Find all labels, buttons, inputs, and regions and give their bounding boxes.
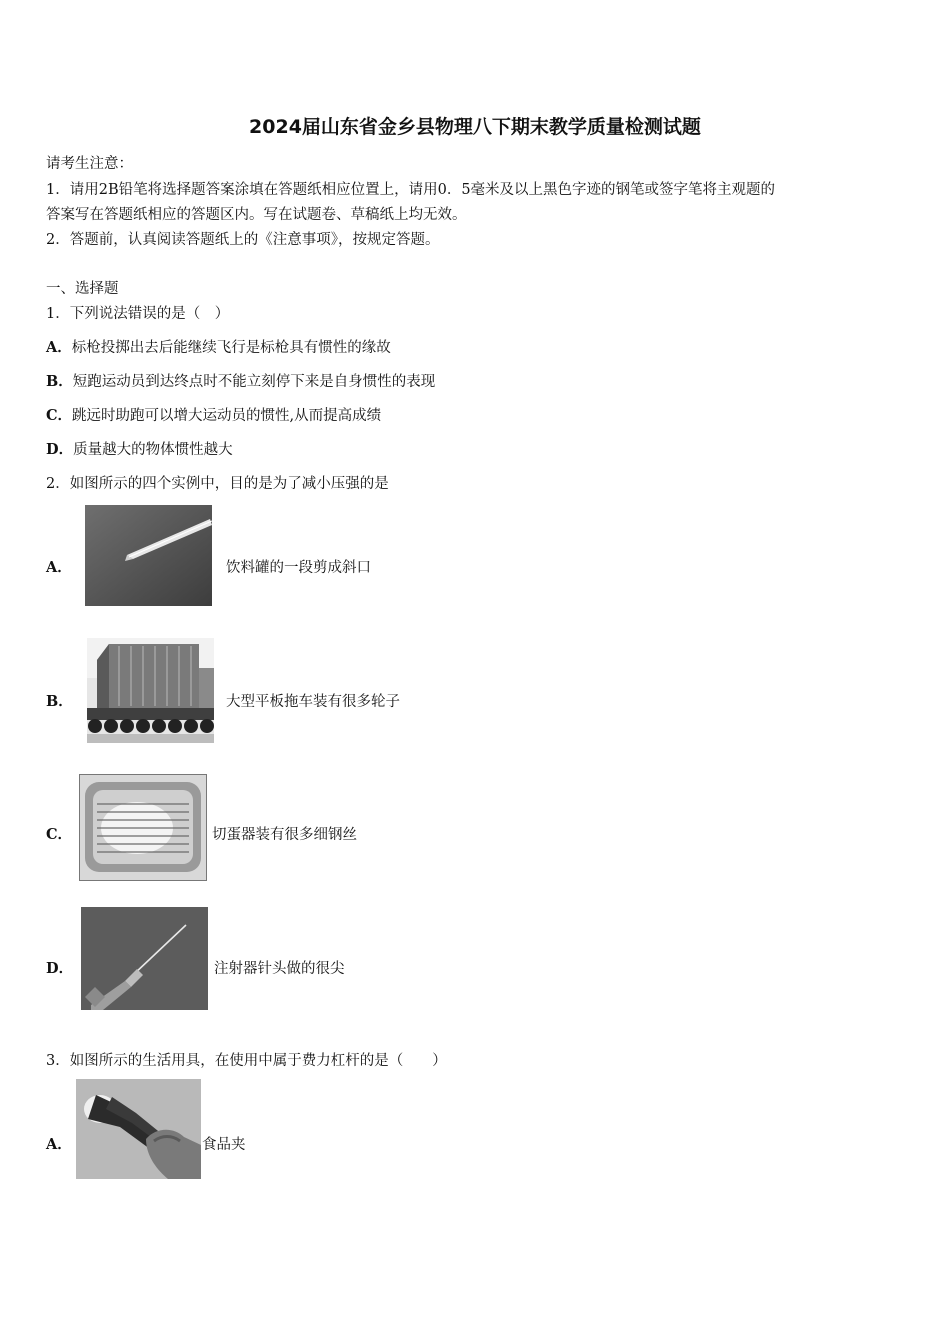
notice-heading: 请考生注意： xyxy=(46,156,133,172)
option-text: 质量越大的物体惯性越大 xyxy=(73,442,233,458)
q1-option-c xyxy=(46,404,381,425)
syringe-photo xyxy=(81,907,208,1010)
q2-option-d-label: D． xyxy=(46,960,74,977)
q2-stem: 2．如图所示的四个实例中，目的是为了减小压强的是 xyxy=(46,476,389,492)
egg-slicer-photo xyxy=(79,774,207,881)
q2-option-b-label: B． xyxy=(46,693,73,710)
straw-photo xyxy=(85,505,212,606)
option-label: A． xyxy=(46,339,72,356)
notice-line-2: 2．答题前，认真阅读答题纸上的《注意事项》，按规定答题。 xyxy=(46,232,440,248)
q1-option-d xyxy=(46,438,233,459)
option-label: B． xyxy=(46,373,73,390)
q1-stem: 1．下列说法错误的是（ ） xyxy=(46,306,230,322)
q2-option-d-text: 注射器针头做的很尖 xyxy=(214,961,345,977)
option-text: 标枪投掷出去后能继续飞行是标枪具有惯性的缘故 xyxy=(71,340,391,356)
q2-option-a-text: 饮料罐的一段剪成斜口 xyxy=(226,560,371,576)
q3-stem: 3．如图所示的生活用具，在使用中属于费力杠杆的是（ ） xyxy=(46,1053,447,1069)
option-text: 短跑运动员到达终点时不能立刻停下来是自身惯性的表现 xyxy=(72,374,436,390)
q2-option-c-label: C． xyxy=(46,826,73,843)
q3-option-a-text: 食品夹 xyxy=(202,1137,246,1153)
q3-option-a-label: A． xyxy=(46,1136,72,1153)
q1-option-b xyxy=(46,370,435,391)
notice-line-1b: 答案写在答题纸相应的答题区内。写在试题卷、草稿纸上均无效。 xyxy=(46,207,467,223)
option-label: C． xyxy=(46,407,73,424)
food-tongs-photo xyxy=(76,1079,201,1179)
trailer-photo xyxy=(87,638,214,743)
q1-option-a xyxy=(46,336,391,357)
option-text: 跳远时助跑可以增大运动员的惯性,从而提高成绩 xyxy=(72,408,382,424)
option-label: D． xyxy=(46,441,74,458)
q2-option-b-text: 大型平板拖车装有很多轮子 xyxy=(226,694,400,710)
page-title: 2024届山东省金乡县物理八下期末教学质量检测试题 xyxy=(249,116,701,138)
section-heading: 一、选择题 xyxy=(46,281,119,297)
q2-option-c-text: 切蛋器装有很多细钢丝 xyxy=(212,827,357,843)
notice-line-1a: 1．请用2B铅笔将选择题答案涂填在答题纸相应位置上，请用0．5毫米及以上黑色字迹的钢笔或签字笔将主观题的 xyxy=(46,182,776,198)
q2-option-a-label: A． xyxy=(46,559,72,576)
